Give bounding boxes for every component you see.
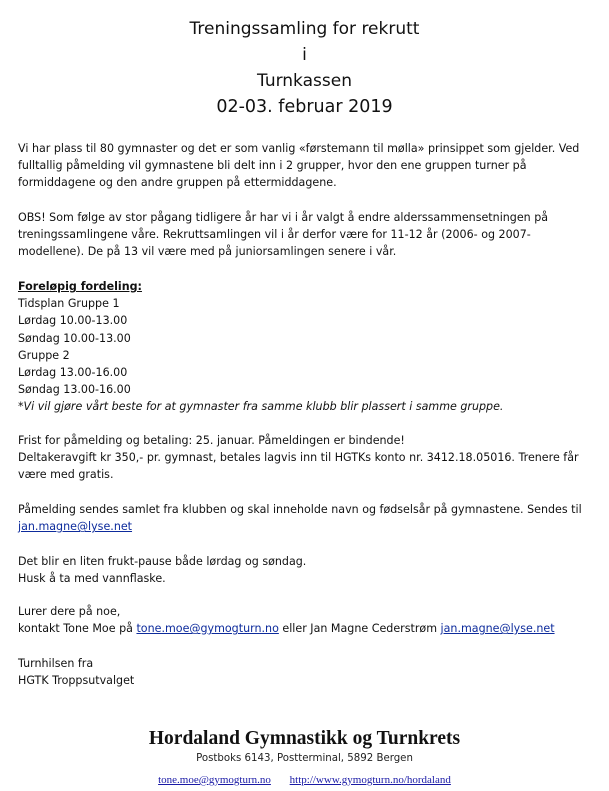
registration-text: Påmelding sendes samlet fra klubben og skal inneholde navn og fødselsår på gymnastene. Sendes til bbox=[18, 503, 582, 516]
footer-links bbox=[0, 773, 609, 787]
fee-text: Deltakeravgift kr 350,- pr. gymnast, betales lagvis inn til HGTKs konto nr. 3412.18.05016. Trenere får være med gratis. bbox=[18, 451, 579, 482]
fruit-line-2: Husk å ta med vannflaske. bbox=[18, 572, 166, 586]
footer-email-link[interactable]: tone.moe@gymogturn.no bbox=[158, 774, 271, 786]
schedule-line: Søndag 13.00-16.00 bbox=[18, 383, 131, 397]
title-line-2: i bbox=[302, 45, 307, 65]
schedule-line: Lørdag 13.00-16.00 bbox=[18, 366, 128, 380]
deadline-text: Frist for påmelding og betaling: 25. januar. Påmeldingen er bindende! bbox=[18, 434, 405, 447]
footer-address: Postboks 6143, Postterminal, 5892 Bergen bbox=[196, 753, 413, 764]
obs-paragraph bbox=[18, 209, 596, 261]
schedule-note: *Vi vil gjøre vårt beste for at gymnaster fra samme klubb blir plassert i samme gruppe. bbox=[18, 400, 504, 414]
schedule-heading: Foreløpig fordeling: bbox=[18, 280, 142, 293]
intro-paragraph bbox=[18, 140, 596, 192]
obs-text: OBS! Som følge av stor pågang tidligere år har vi i år valgt å endre alderssammensetningen på treningssamlingene våre. Rekruttsamlingen vil i år derfor være for 11-12 år (2006- og 2007-modellene). De på 13 vil være med på juniorsamlingen senere i vår. bbox=[18, 211, 549, 259]
schedule-line: Lørdag 10.00-13.00 bbox=[18, 314, 128, 328]
contact-email-tone-link[interactable]: tone.moe@gymogturn.no bbox=[136, 622, 279, 636]
contact-email-jan-link[interactable]: jan.magne@lyse.net bbox=[440, 622, 555, 636]
title-date: 02-03. februar 2019 bbox=[216, 97, 393, 117]
contact-prefix: kontakt Tone Moe på bbox=[18, 622, 133, 636]
schedule-section bbox=[18, 278, 596, 416]
fruit-line-1: Det blir en liten frukt-pause både lørdag og søndag. bbox=[18, 555, 307, 568]
contact-section bbox=[18, 603, 596, 637]
closing-line-2: HGTK Troppsutvalget bbox=[18, 674, 135, 688]
footer-org-name: Hordaland Gymnastikk og Turnkrets bbox=[148, 728, 461, 749]
title-line-3: Turnkassen bbox=[257, 71, 352, 91]
schedule-line: Søndag 10.00-13.00 bbox=[18, 331, 131, 345]
title-line-1: Treningssamling for rekrutt bbox=[189, 19, 420, 39]
closing-line-1: Turnhilsen fra bbox=[18, 657, 94, 670]
schedule-line: Gruppe 2 bbox=[18, 348, 70, 362]
contact-line-1: Lurer dere på noe, bbox=[18, 605, 121, 618]
registration-email-link[interactable]: jan.magne@lyse.net bbox=[18, 520, 133, 534]
payment-section bbox=[18, 432, 596, 484]
footer-website-link[interactable]: http://www.gymogturn.no/hordaland bbox=[289, 774, 451, 786]
schedule-line: Tidsplan Gruppe 1 bbox=[18, 297, 120, 311]
intro-text: Vi har plass til 80 gymnaster og det er som vanlig «førstemann til mølla» prinsippet som gjelder. Ved fulltallig påmelding vil gymnastene bli delt inn i 2 grupper, hvor den ene gruppen turner på formiddagene og den andre gruppen på ettermiddagene. bbox=[18, 142, 580, 190]
closing-section bbox=[18, 655, 596, 689]
contact-middle: eller Jan Magne Cederstrøm bbox=[282, 622, 437, 636]
registration-section bbox=[18, 501, 596, 535]
fruit-section bbox=[18, 553, 596, 587]
